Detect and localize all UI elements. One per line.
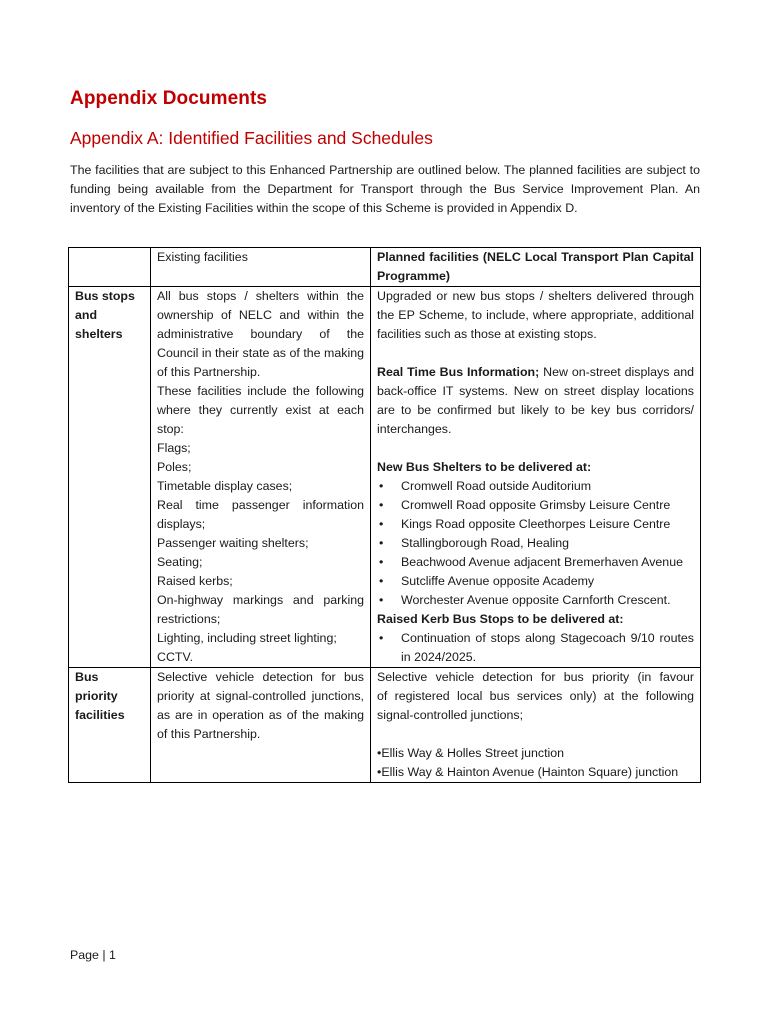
header-empty-cell bbox=[69, 248, 151, 287]
list-item: • Worchester Avenue opposite Carnforth Crescent. bbox=[401, 591, 694, 610]
list-item: Poles; bbox=[157, 460, 192, 474]
real-time-info-text bbox=[377, 363, 694, 439]
list-item: • Sutcliffe Avenue opposite Academy bbox=[401, 572, 694, 591]
list-item: • Continuation of stops along Stagecoach 9/10 routes in 2024/2025. bbox=[401, 629, 694, 667]
existing-bus-stops-cell bbox=[151, 287, 371, 668]
list-item: Real time passenger information displays; bbox=[157, 498, 364, 531]
list-item: Raised kerbs; bbox=[157, 574, 233, 588]
existing-bus-priority-text: Selective vehicle detection for bus priority at signal-controlled junctions, as are in operation as of the making of this Partnership. bbox=[157, 670, 364, 741]
planned-bus-priority-cell bbox=[371, 668, 701, 783]
shelters-heading: New Bus Shelters to be delivered at: bbox=[377, 460, 592, 474]
shelter-list bbox=[377, 477, 694, 610]
planned-bus-priority-line-2: of registered local bus services only) at the following bbox=[377, 689, 694, 703]
list-item: Passenger waiting shelters; bbox=[157, 536, 309, 550]
existing-bus-stops-text: All bus stops / shelters within the ownership of NELC and within the administrative boundary of the Council in their state as of the making of this Partnership. bbox=[157, 289, 364, 379]
row-label-bus-priority: Bus priority facilities bbox=[69, 668, 151, 783]
page-title: Appendix Documents bbox=[70, 88, 268, 109]
kerb-heading: Raised Kerb Bus Stops to be delivered at: bbox=[377, 612, 624, 626]
table-row bbox=[69, 668, 701, 783]
header-existing: Existing facilities bbox=[151, 248, 371, 287]
table-header-row bbox=[69, 248, 701, 287]
list-item: On-highway markings and parking restrictions; bbox=[157, 593, 364, 626]
page-number: Page | 1 bbox=[70, 948, 116, 962]
list-item: Lighting, including street lighting; bbox=[157, 631, 337, 645]
header-planned: Planned facilities (NELC Local Transport Plan Capital Programme) bbox=[371, 248, 701, 287]
junction-item: •Ellis Way & Holles Street junction bbox=[377, 746, 565, 760]
list-item: • Stallingborough Road, Healing bbox=[401, 534, 694, 553]
list-item: Flags; bbox=[157, 441, 191, 455]
planned-bus-stops-cell bbox=[371, 287, 701, 668]
existing-item-list bbox=[157, 439, 364, 667]
list-item: • Cromwell Road outside Auditorium bbox=[401, 477, 694, 496]
list-item: Timetable display cases; bbox=[157, 479, 293, 493]
intro-paragraph: The facilities that are subject to this Enhanced Partnership are outlined below. The planned facilities are subject to funding being available from the Department for Transport through the Bus Service Improvement Plan. An inventory of the Existing Facilities within the scope of this Scheme is provided in Appendix D. bbox=[70, 163, 700, 215]
list-item: • Cromwell Road opposite Grimsby Leisure Centre bbox=[401, 496, 694, 515]
section-title: Appendix A: Identified Facilities and Schedules bbox=[70, 128, 433, 148]
list-item: • Beachwood Avenue adjacent Bremerhaven Avenue bbox=[401, 553, 694, 572]
kerb-list bbox=[377, 629, 694, 667]
planned-bus-priority-line-3: signal-controlled junctions; bbox=[377, 708, 524, 722]
existing-bus-priority-cell bbox=[151, 668, 371, 783]
planned-bus-priority-line-1: Selective vehicle detection for bus priority (in favour bbox=[377, 670, 694, 684]
planned-bus-stops-text: Upgraded or new bus stops / shelters delivered through the EP Scheme, to include, where appropriate, additional facilities such as those at existing stops. bbox=[377, 289, 694, 341]
real-time-info-label: Real Time Bus Information; bbox=[377, 365, 540, 379]
list-item: • Kings Road opposite Cleethorpes Leisure Centre bbox=[401, 515, 694, 534]
existing-bus-stops-text-2: These facilities include the following where they currently exist at each stop: bbox=[157, 384, 364, 436]
junction-item: •Ellis Way & Hainton Avenue (Hainton Square) junction bbox=[377, 765, 679, 779]
row-label-bus-stops: Bus stops and shelters bbox=[69, 287, 151, 668]
real-time-info-desc: New on-street displays and back-office IT systems. New on street display locations are to be confirmed but likely to be key bus corridors/ interchanges. bbox=[377, 365, 694, 436]
list-item: CCTV. bbox=[157, 650, 194, 664]
table-row bbox=[69, 287, 701, 668]
list-item: Seating; bbox=[157, 555, 203, 569]
facilities-table bbox=[68, 247, 701, 783]
